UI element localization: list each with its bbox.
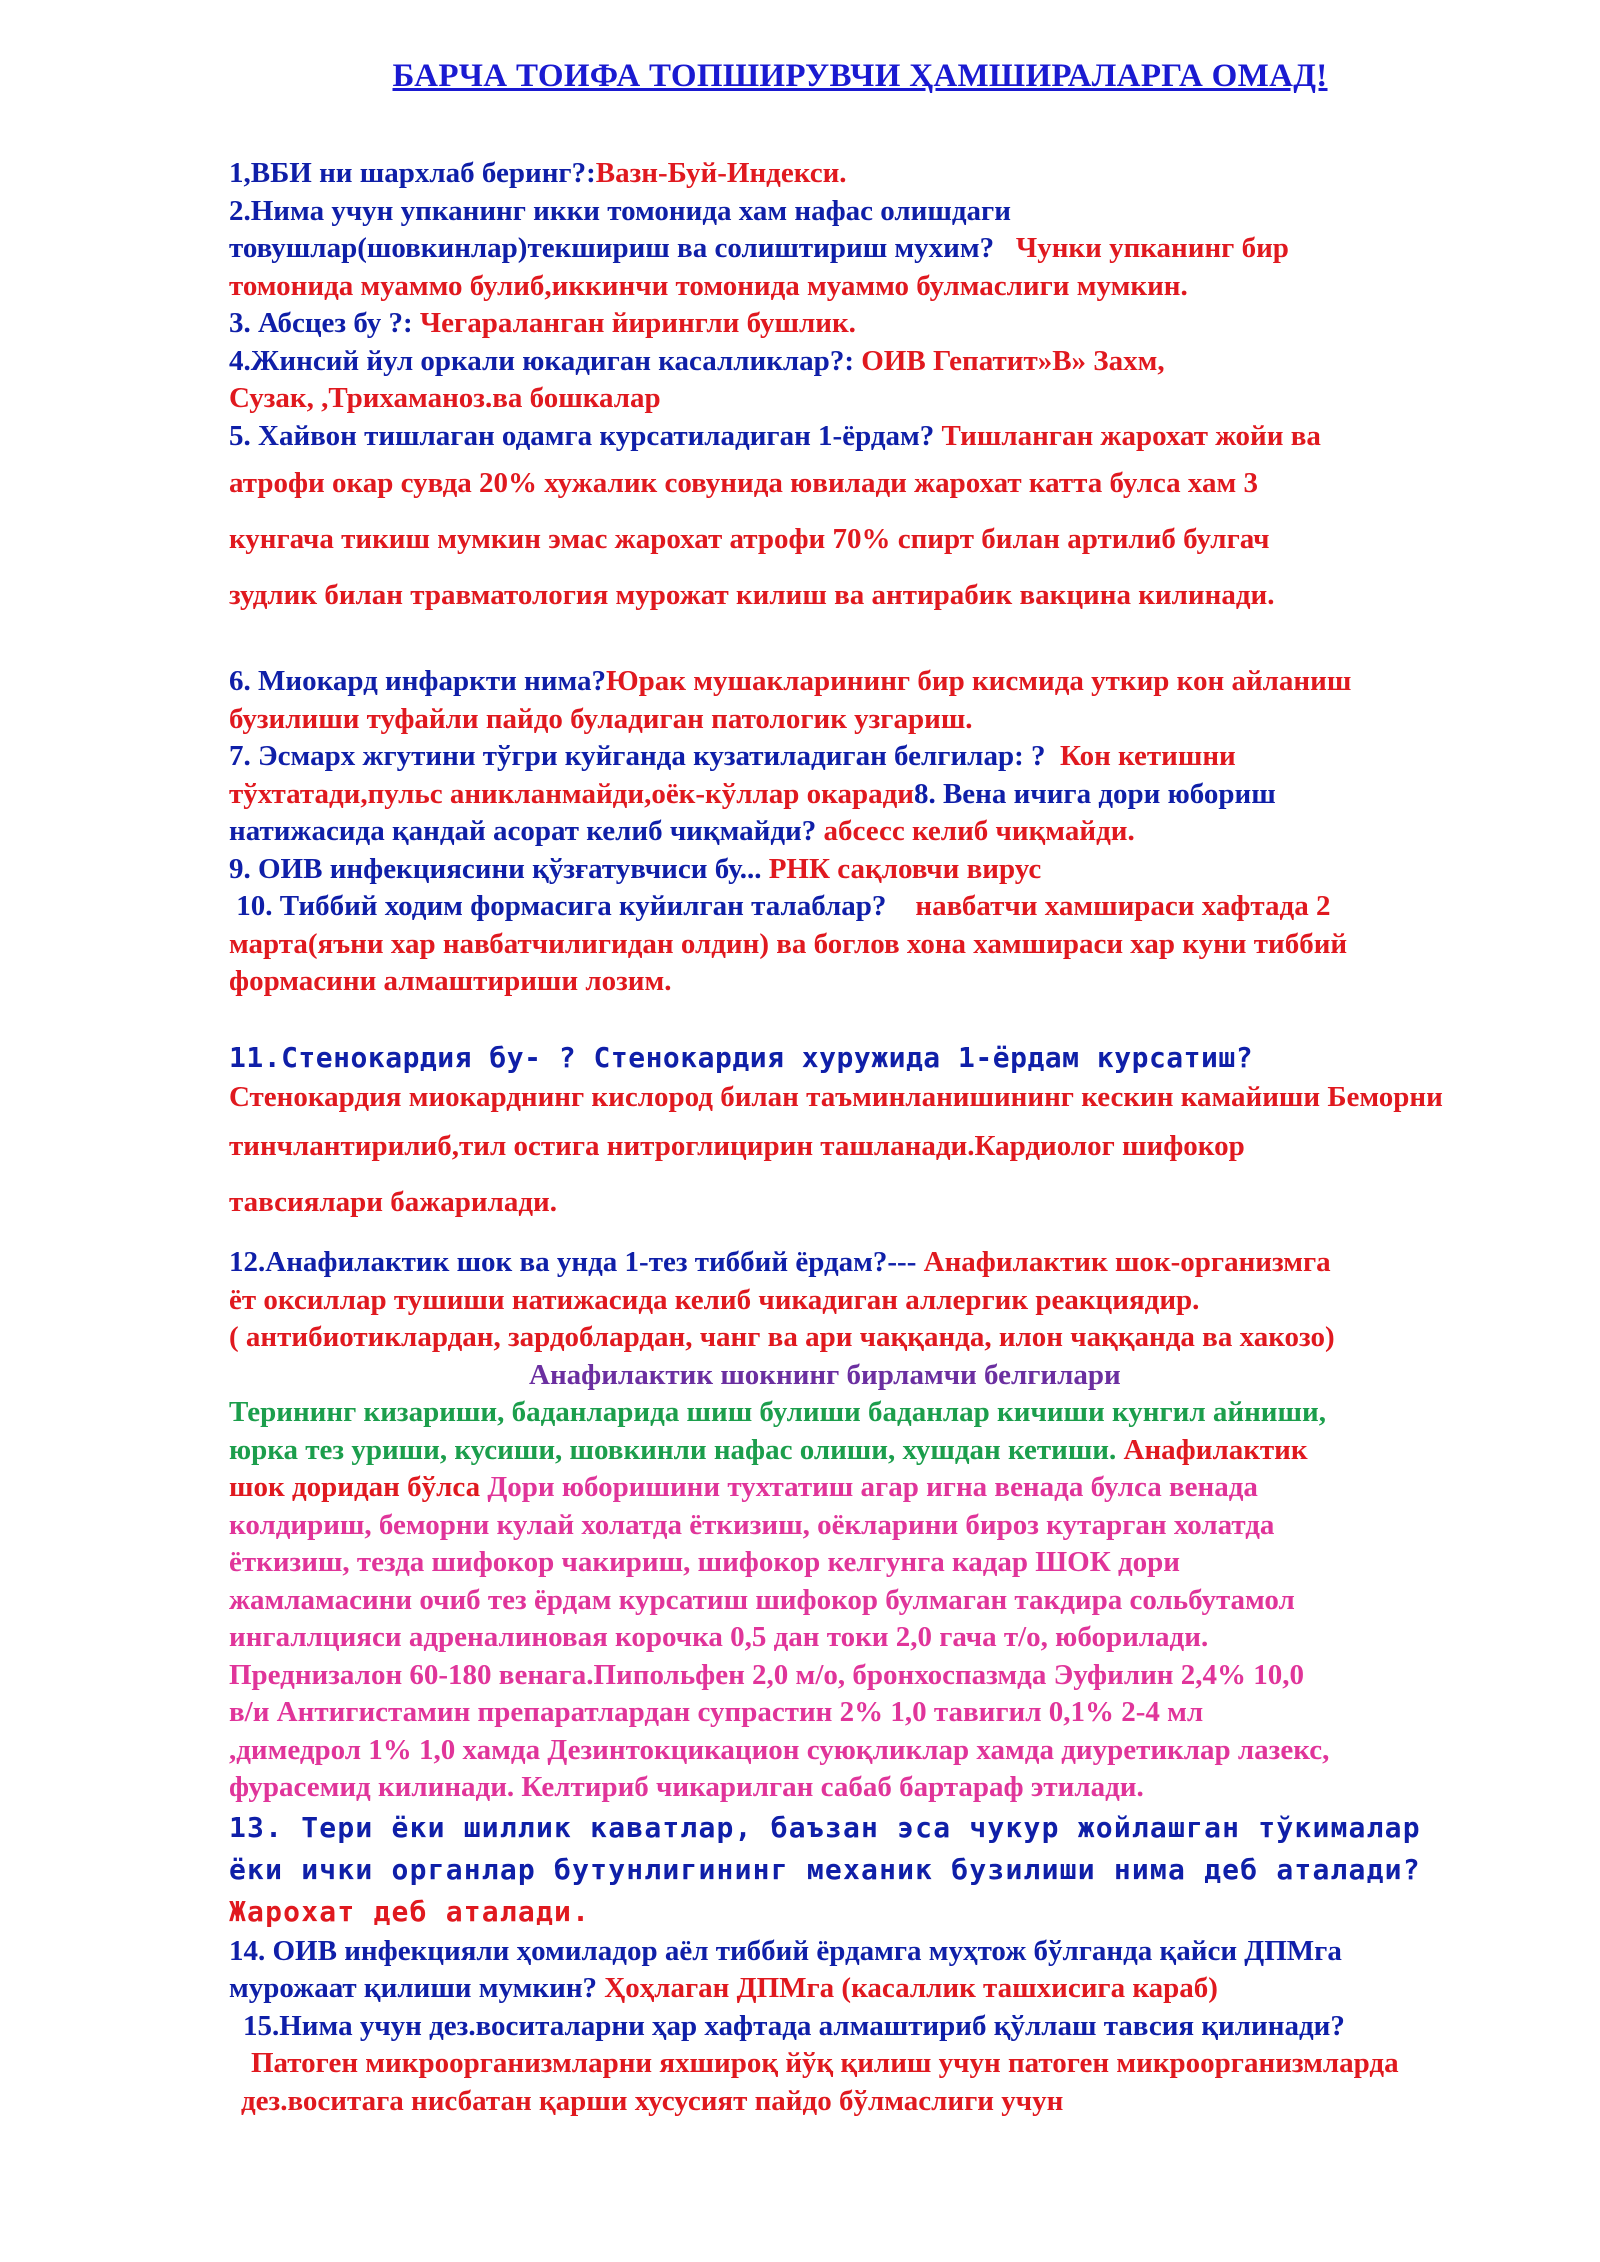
q12-symptoms-2: юрка тез уриши, кусиши, шовкинли нафас олиши, хушдан кетиши. [229,1433,1117,1466]
q12-symptoms-line-2 [229,1432,1559,1470]
q1-answer: Вазн-Буй-Индекси. [595,157,847,189]
q2-line-2 [229,230,1559,268]
q12-symptoms-heading: Анафилактик шокнинг бирламчи белгилари [529,1358,1121,1391]
q3-answer: Чегараланган йирингли бушлик. [419,307,856,339]
q12-question: 12.Анафилактик шок ва унда 1-тез тиббий ёрдам?--- [229,1246,917,1278]
q2-question-line-1: 2.Нима учун упканинг икки томонида хам нафас олишдаги [229,194,1011,227]
q12-treatment-8: ,димедрол 1% 1,0 хамда Дезинтокцикацион суюқликлар хамда диуретиклар лазекс, [229,1733,1330,1766]
q10-question: 10. Тиббий ходим формасига куйилган талаблар? [236,890,887,922]
q2-question-line-2: товушлар(шовкинлар)текшириш ва солиштириш мухим? [229,232,995,264]
q8-question-1: 8. Вена ичига дори юбориш [913,777,1276,810]
q1-line [229,155,1559,193]
q15-answer-2: дез.воситага нисбатан қарши хусусият пайдо бўлмаслиги учун [241,2084,1064,2117]
qa-content [229,155,1559,2120]
q2-answer-2: томонида муаммо булиб,иккинчи томонида муаммо булмаслиги мумкин. [229,269,1188,302]
q6-question: 6. Миокард инфаркти нима? [229,665,607,697]
q6-line [229,663,1559,701]
q8-answer: абсесс келиб чиқмайди. [823,815,1135,847]
q12-treatment-1: Дори юборишини тухтатиш агар игна венада булса венада [487,1471,1258,1503]
q12-drug-shock-2: шок доридан бўлса [229,1471,481,1503]
q14-question-2: мурожаат қилиши мумкин? [229,1972,598,2004]
q8-line [229,813,1559,851]
q12-answer-3: ( антибиотиклардан, зардоблардан, чанг ва ари чаққанда, илон чаққанда ва хакозо) [229,1321,1335,1353]
q11-answer-3: тавсиялари бажарилади. [229,1186,558,1218]
q5-answer-3: кунгача тикиш мумкин эмас жарохат атрофи 70% спирт билан артилиб булгач [229,523,1270,555]
q10-answer-2: марта(яъни хар навбатчилигидан олдин) ва боглов хона хамшираси хар куни тиббий [229,927,1348,960]
q5-answer-4: зудлик билан травматология мурожат килиш ва антирабик вакцина килинади. [229,579,1275,611]
q14-question-1: 14. ОИВ инфекцияли ҳомиладор аёл тиббий ёрдамга муҳтож бўлганда қайси ДПМга [229,1934,1342,1967]
q6-answer-2: бузилиши туфайли пайдо буладиган патологик узгариш. [229,702,973,735]
q12-treatment-3: ёткизиш, тезда шифокор чакириш, шифокор келгунга кадар ШОК дори [229,1546,1180,1578]
q10-answer-3: формасини алмаштириши лозим. [229,965,672,997]
q5-answer-2: атрофи окар сувда 20% хужалик совунида ювилади жарохат катта булса хам 3 [229,467,1259,499]
q12-treatment-9: фурасемид килинади. Келтириб чикарилган сабаб бартараф этилади. [229,1771,1144,1803]
q12-answer-2: ёт оксиллар тушиши натижасида келиб чикадиган аллергик реакциядир. [229,1283,1200,1316]
q12-answer-1: Анафилактик шок-организмга [923,1246,1331,1278]
q12-treatment-6: Преднизалон 60-180 венага.Пипольфен 2,0 м/о, бронхоспазмда Эуфилин 2,4% 10,0 [229,1658,1305,1691]
q3-line [229,305,1559,343]
q15-question: 15.Нима учун дез.воситаларни ҳар хафтада алмаштириб қўллаш тавсия қилинади? [243,2009,1345,2042]
q8-question-2: натижасида қандай асорат келиб чиқмайди? [229,815,817,847]
q12-drug-shock-1: Анафилактик [1123,1433,1308,1466]
q9-question: 9. ОИВ инфекциясини қўзғатувчиси бу... [229,852,762,885]
q9-answer: РНК сақловчи вирус [768,852,1042,885]
q13-answer: Жарохат деб аталади. [229,1894,591,1928]
q7-answer-1: Кон кетишни [1059,740,1236,772]
page-title: БАРЧА ТОИФА ТОПШИРУВЧИ ҲАМШИРАЛАРГА ОМАД! [392,58,1328,94]
q13-question-1: 13. Тери ёки шиллик каватлар, баъзан эса чукур жойлашган тўкималар [229,1810,1421,1844]
q10-line [229,888,1559,926]
q12-treatment-line-1 [229,1469,1559,1507]
q13-question-2: ёки ички органлар бутунлигининг механик бузилиши нима деб аталади? [229,1852,1421,1886]
q4-question: 4.Жинсий йул оркали юкадиган касалликлар?: [229,344,854,377]
q1-question: 1,ВБИ ни шархлаб беринг?: [229,157,596,189]
q4-answer-1: ОИВ Гепатит»В» Захм, [861,344,1165,377]
q12-treatment-5: ингаллцияси адреналиновая корочка 0,5 дан токи 2,0 гача т/о, юборилади. [229,1621,1209,1653]
q14-answer: Ҳоҳлаган ДПМга (касаллик ташхисига караб) [604,1972,1218,2004]
q5-question: 5. Хайвон тишлаган одамга курсатиладиган 1-ёрдам? [229,419,935,452]
q10-answer-1: навбатчи хамшираси хафтада 2 [915,890,1331,922]
q4-line [229,343,1559,381]
q5-line [229,418,1559,456]
q15-answer-1: Патоген микроорганизмларни яхшироқ йўқ қилиш учун патоген микроорганизмларда [251,2047,1399,2079]
q11-answer-1: Стенокардия миокарднинг кислород билан таъминланишининг кескин камайиши Беморни [229,1081,1443,1113]
q2-answer-1: Чунки упканинг бир [1015,232,1289,264]
q12-treatment-7: в/и Антигистамин препаратлардан супрастин 2% 1,0 тавигил 0,1% 2-4 мл [229,1696,1204,1728]
q12-treatment-4: жамламасини очиб тез ёрдам курсатиш шифокор булмаган такдира сольбутамол [229,1583,1295,1616]
q7-question: 7. Эсмарх жгутини тўгри куйганда кузатиладиган белгилар: ? [229,740,1046,772]
q3-question: 3. Абсцез бу ?: [229,307,413,339]
q12-treatment-2: колдириш, беморни кулай холатда ёткизиш, оёкларини бироз кутарган холатда [229,1508,1275,1541]
q11-question: 11.Стенокардия бу- ? Стенокардия хуружида 1-ёрдам курсатиш? [229,1040,1254,1074]
q9-line [229,851,1559,889]
q5-answer-1: Тишланган жарохат жойи ва [941,419,1321,452]
q7-q8-line [229,776,1559,814]
q6-answer-1: Юрак мушакларининг бир кисмида уткир кон айланиш [606,665,1352,697]
q7-line [229,738,1559,776]
q4-answer-2: Сузак, ,Трихаманоз.ва бошкалар [229,382,661,414]
q14-line [229,1970,1559,2008]
q12-symptoms-1: Терининг кизариши, баданларида шиш булиши баданлар кичиши кунгил айниши, [229,1396,1326,1428]
q7-answer-2: тўхтатади,пульс аникланмайди,оёк-кўллар окаради [229,777,914,810]
q11-answer-2: тинчлантирилиб,тил остига нитроглицирин ташланади.Кардиолог шифокор [229,1130,1245,1162]
q12-line [229,1244,1559,1282]
